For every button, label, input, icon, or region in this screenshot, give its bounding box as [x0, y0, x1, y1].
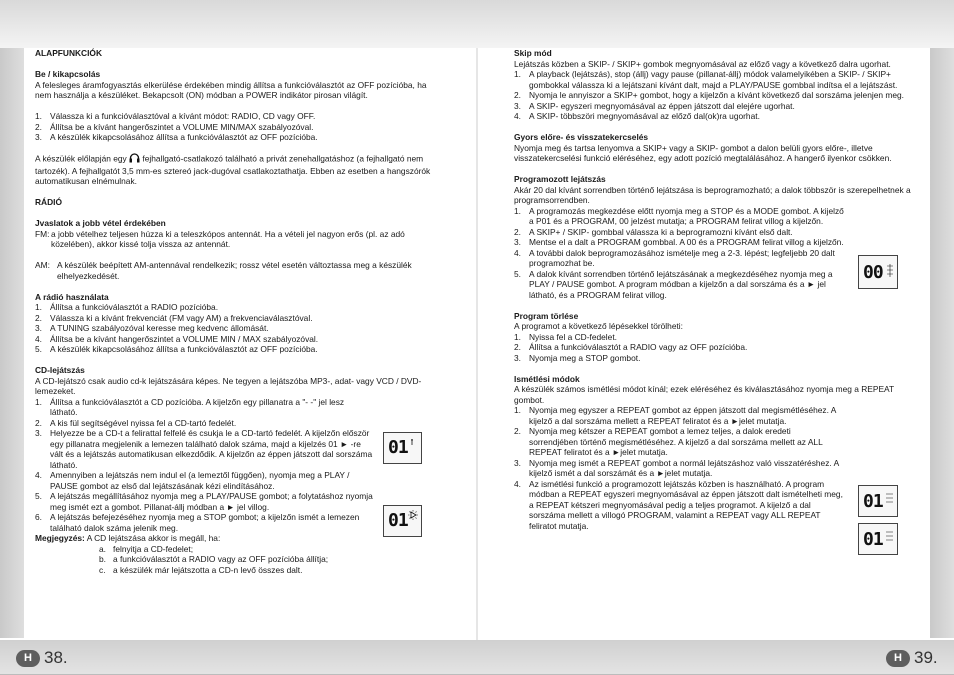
lcd-display-program: 00 — [858, 255, 898, 289]
lcd-display-repeat: 01 — [858, 485, 898, 517]
cd-note: Megjegyzés: A CD lejátszása akkor is megáll, ha: — [35, 533, 221, 543]
right-page-number — [886, 646, 938, 670]
language-badge: H — [886, 650, 910, 667]
left-page-number — [16, 646, 68, 670]
list-item: 2. Állítsa be a kívánt hangerőszintet a VOLUME MIN/MAX szabályozóval. — [35, 121, 314, 132]
note-item: b. a funkcióválasztót a RADIO vagy az OFF pozícióba állítja; — [99, 554, 329, 564]
page-spine — [476, 48, 478, 675]
list-item: 1. A programozás megkezdése előtt nyomja meg a STOP és a MODE gombot. A kijelző a P01 és a PROGRAM, 00 jelzést mutatja; a PROGRAM felirat villog a kijelzőn. — [514, 205, 844, 226]
list-item: 4. Állítsa be a kívánt hangerőszintet a VOLUME MIN / MAX szabályozóval. — [35, 333, 319, 344]
page-number-text: 38. — [44, 648, 68, 667]
onoff-heading: Be / kikapcsolás — [35, 69, 101, 79]
list-item: 2. A SKIP+ / SKIP- gombbal válassza ki a beprogramozni kívánt első dalt. — [514, 226, 793, 237]
top-band — [0, 0, 954, 48]
left-page-column — [35, 48, 445, 575]
note-item: c. a készülék már lejátszotta a CD-n levő összes dalt. — [99, 564, 303, 575]
list-item: 5. A dalok kívánt sorrendben történő lejátszásának a megkezdéséhez nyomja meg a PLAY / PAUSE gombot. A program módban a kijelzőn a dal sorszáma és a ► jel látható, és a PROGRAM felirat villog. — [514, 268, 833, 300]
list-item: 3. Mentse el a dalt a PROGRAM gombbal. A 00 és a PROGRAM felirat villog a kijelzőn. — [514, 237, 844, 247]
list-item: 4. Az ismétlési funkció a programozott lejátszás közben is használható. A program módban a REPEAT egyszeri megnyomásával az éppen játszott dalt ismételheti meg, a REPEAT kétszeri megnyomásával pedig a teljes programot. A kijelző a dal sorszáma mellett a villogó PROGRAM, valamint a REPEAT vagy ALL REPEAT feliratot mutatja. — [514, 478, 843, 531]
language-badge: H — [16, 650, 40, 667]
repeat-heading: Ismétlési módok — [514, 373, 580, 384]
cd-intro: A CD-lejátszó csak audio cd-k lejátszására képes. Ne tegyen a lejátszóba MP3-, adat- vagy VCD / DVD-lemezeket. — [35, 375, 422, 396]
list-item: 1. A playback (lejátszás), stop (állj) vagy pause (pillanat-állj) módok valamelyikében a SKIP- / SKIP+ gombokkal válassza ki a lejátszani kívánt dalt, majd a PLAY/PAUSE gombbal indítsa el a lejátszást. — [514, 69, 898, 90]
list-item: 6. A lejátszás befejezéséhez nyomja meg a STOP gombot; a kijelzőn ismét a lemezen található dalok száma jelenik meg. — [35, 512, 360, 533]
list-item: 1. Állítsa a funkcióválasztót a CD pozícióba. A kijelzőn egy pillanatra a "- -" jel lesz látható. — [35, 396, 345, 417]
lcd-display-pause: 01 — [383, 505, 422, 537]
lcd-display-all-repeat: 01 — [858, 523, 898, 555]
fast-heading: Gyors előre- és visszatekercselés — [514, 132, 649, 142]
list-item: 3. A TUNING szabályozóval keresse meg kedvenc állomását. — [35, 323, 269, 333]
list-item: 3. A SKIP- egyszeri megnyomásával az éppen játszott dal elejére ugorhat. — [514, 100, 795, 111]
list-item: 5. A készülék kikapcsolásához állítsa a funkcióválasztót az OFF pozícióba. — [35, 344, 318, 354]
page-number-text: 39. — [914, 648, 938, 667]
list-item: 5. A lejátszás megállításához nyomja meg a PLAY/PAUSE gombot; a folytatáshoz nyomja meg ismét ezt a gombot. Pillanat-állj módban a ► jel villog. — [35, 491, 373, 512]
radio-usage-heading: A rádió használata — [35, 291, 109, 302]
list-item: 4. A SKIP- többszöri megnyomásával az előző dal(ok)ra ugorhat. — [514, 111, 760, 121]
delete-heading: Program törlése — [514, 310, 579, 321]
repeat-indicator-icon — [885, 493, 894, 503]
list-item: 3. Nyomja meg ismét a REPEAT gombot a normál lejátszáshoz való visszatéréshez. A kijelző ismét a dal sorszámát és a ►jelet mutatja. — [514, 457, 839, 478]
list-item: 1. Állítsa a funkcióválasztót a RADIO pozícióba. — [35, 302, 219, 312]
list-item: 1. Válassza ki a funkcióválasztóval a kívánt módot: RADIO, CD vagy OFF. — [35, 111, 316, 121]
list-item: 2. Állítsa a funkcióválasztót a RADIO vagy az OFF pozícióba. — [514, 342, 748, 352]
cd-heading: CD-lejátszás — [35, 365, 85, 375]
list-item: 4. Amennyiben a lejátszás nem indul el (a lemeztől függően), nyomja meg a PLAY / PAUSE gombot az első dal lejátszásának kézi elindításához. — [35, 470, 350, 491]
list-item: 2. Nyomja meg kétszer a REPEAT gombot a lemez teljes, a dalok eredeti sorrendjében történő megismétléséhez. A kijelző a dal sorszáma mellett az ALL REPEAT feliratot és a ►jelet mutatja. — [514, 426, 823, 457]
left-edge-band — [0, 48, 24, 638]
blink-play-icon — [408, 510, 418, 520]
right-footer — [477, 640, 954, 675]
list-item: 4. A további dalok beprogramozásához ismételje meg a 2-3. lépést; legfeljebb 20 dalt programozhat be. — [514, 247, 835, 268]
skip-heading: Skip mód — [514, 48, 552, 58]
blink-indicator-icon — [885, 264, 895, 278]
list-item: 2. A kis fül segítségével nyissa fel a CD-tartó fedelét. — [35, 417, 237, 428]
list-item: 2. Válassza ki a kívánt frekvenciát (FM vagy AM) a frekvenciaválasztóval. — [35, 312, 313, 323]
list-item: 2. Nyomja le annyiszor a SKIP+ gombot, hogy a kijelzőn a kívánt következő dal sorszáma jelenjen meg. — [514, 90, 904, 100]
delete-intro: A programot a következő lépésekkel törölheti: — [514, 321, 683, 331]
skip-intro: Lejátszás közben a SKIP- / SKIP+ gombok megnyomásával az előző vagy a következő dalra ugorhat. — [514, 58, 891, 69]
am-tip: AM: A készülék beépített AM-antennával rendelkezik; rossz vétel esetén változtassa meg a készülék elhelyezkedését. — [35, 260, 412, 281]
section-title: ALAPFUNKCIÓK — [35, 48, 102, 58]
lcd-display-track: 01 — [383, 432, 422, 464]
list-item: 1. Nyomja meg egyszer a REPEAT gombot az éppen játszott dal megismétléséhez. A kijelző a dal sorszáma mellett a REPEAT feliratot és a ►jelet mutatja. — [514, 405, 836, 426]
left-footer — [0, 640, 477, 675]
program-intro: Akár 20 dal kívánt sorrendben történő lejátszása is beprogramozható; a dalok többször is szerepelhetnek a programsorrendben. — [514, 184, 911, 205]
list-item: 1. Nyissa fel a CD-fedelet. — [514, 331, 617, 342]
headphone-text: A készülék előlapján egy fejhallgató-csatlakozó található a privát zenehallgatáshoz (a fejhallgató nem tartozék). A fejhallgatót 3,5 mm-es sztereó jack-dugóval csatlakoztathatja. Ebben az esetben a hangszórók automatikusan elnémulnak. — [35, 153, 431, 186]
right-edge-band — [930, 48, 954, 638]
all-repeat-indicator-icon — [885, 531, 894, 541]
fm-tip: FM: a jobb vételhez teljesen húzza ki a teleszkópos antennát. Ha a vételi jel nagyon erős (pl. az adó közelében), akkor kissé tolja vissza az antennát. — [35, 228, 405, 249]
note-item: a. felnyitja a CD-fedelet; — [99, 543, 194, 554]
onoff-text: A felesleges áramfogyasztás elkerülése érdekében mindig állítsa a funkcióválasztót az OFF pozícióba, ha nem használja a készüléket. Bekapcsolt (ON) módban a POWER indikátor pirosan világít. — [35, 79, 427, 100]
reception-heading: Jvaslatok a jobb vétel érdekében — [35, 218, 166, 228]
list-item: 3. Helyezze be a CD-t a felirattal felfelé és csukja le a CD-tartó fedelét. A kijelzőn először egy pillanatra megjelenik a lemezen található dalok száma, majd a kijelzés 01 ► -re vált és a lejátszás automatikusan elkezdődik. A kijelzőn az éppen játszott dal sorszáma látható. — [35, 428, 373, 470]
fast-text: Nyomja meg és tartsa lenyomva a SKIP+ vagy a SKIP- gombot a dalon belüli gyors előre-, illetve visszatekercselési funkció eléréséhez, egy adott pozíció megtalálásához. A hangerő ilyenkor csökken. — [514, 142, 892, 163]
marker-icon — [411, 439, 417, 445]
right-page-column — [514, 48, 924, 531]
program-heading: Programozott lejátszás — [514, 174, 606, 184]
headphone-icon — [129, 153, 140, 166]
list-item: 3. Nyomja meg a STOP gombot. — [514, 352, 641, 363]
radio-title: RÁDIÓ — [35, 197, 62, 207]
list-item: 3. A készülék kikapcsolásához állítsa a funkcióválasztót az OFF pozícióba. — [35, 132, 318, 142]
repeat-intro: A készülék számos ismétlési módot kínál; ezek eléréséhez és kiválasztásához nyomja meg a REPEAT gombot. — [514, 384, 894, 405]
